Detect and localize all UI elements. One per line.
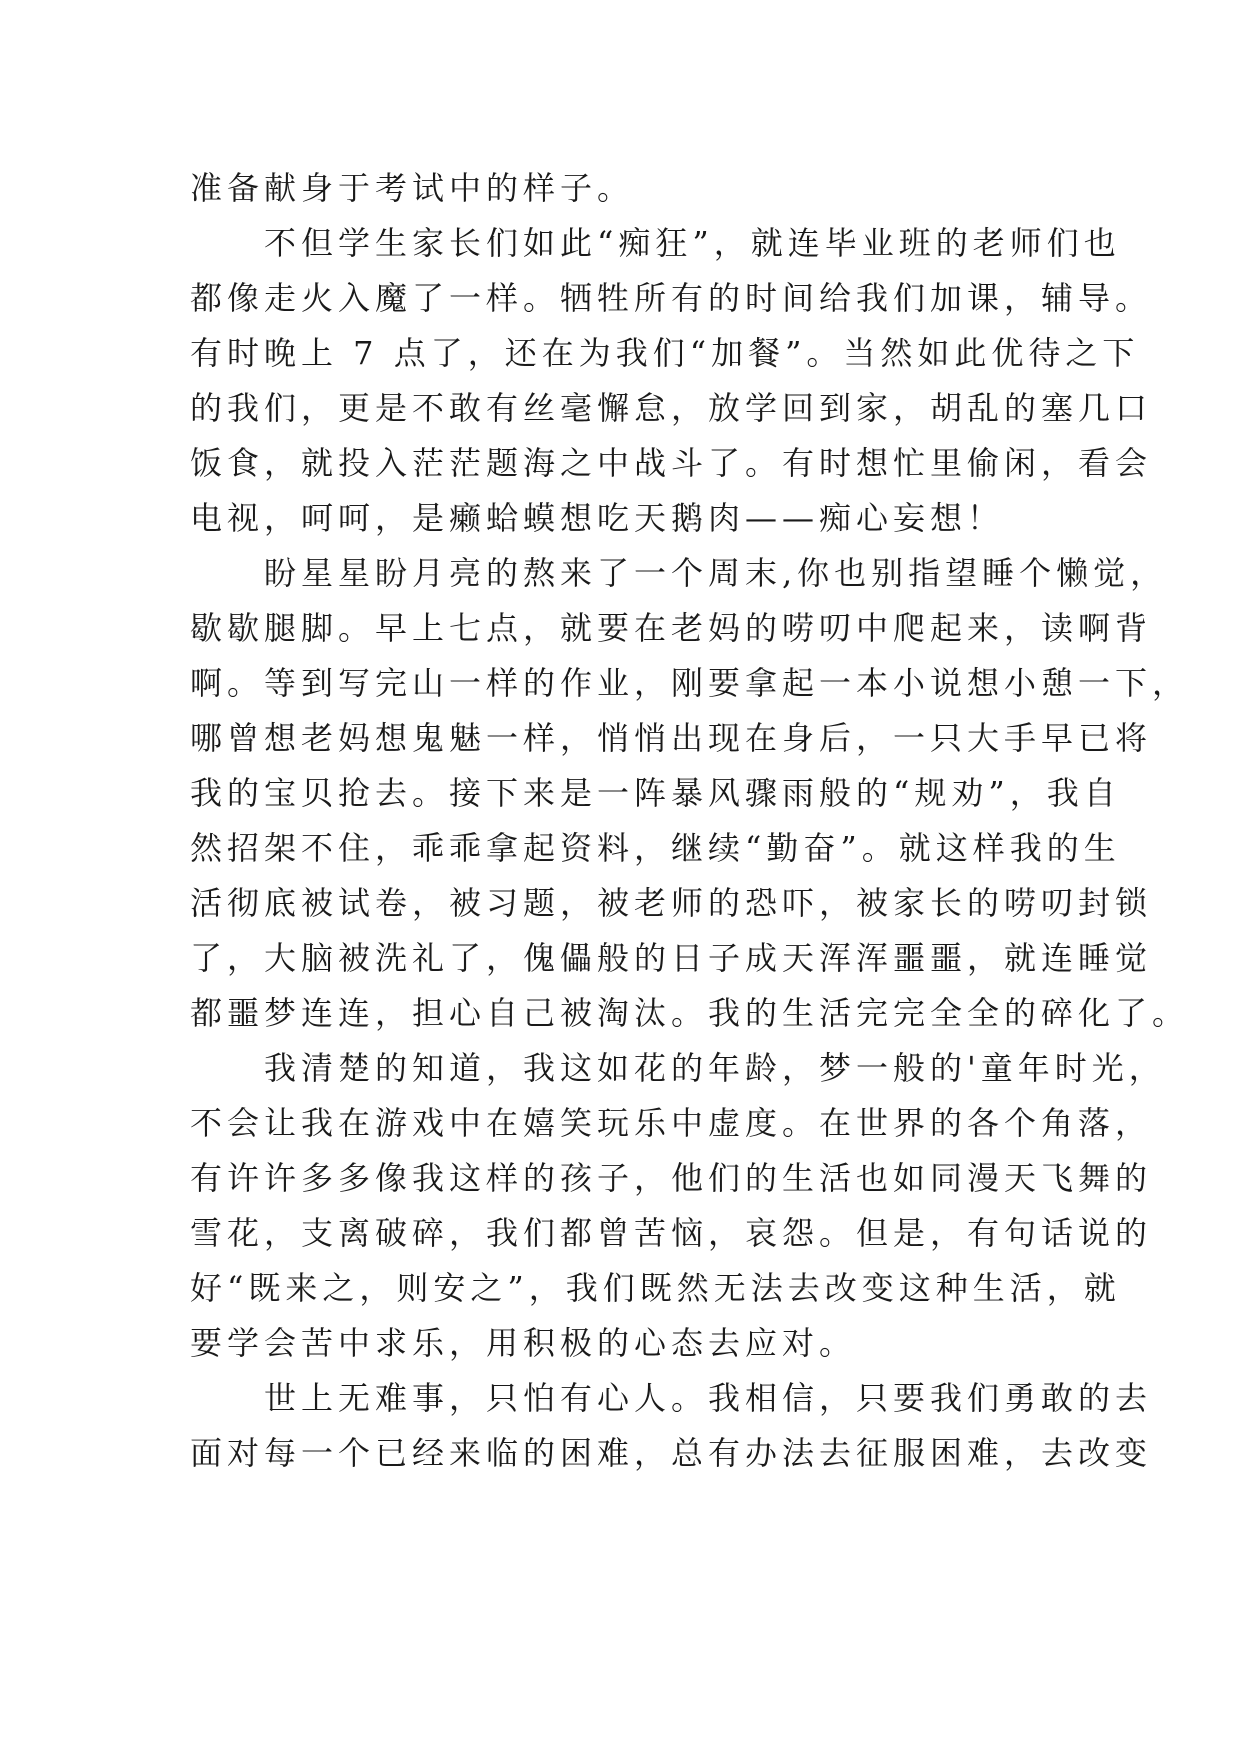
text-line-20: 雪花，支离破碎，我们都曾苦恼，哀怨。但是，有句话说的 [190, 1214, 1153, 1252]
text-line-17: 我清楚的知道，我这如花的年龄，梦一般的'童年时光， [264, 1049, 1166, 1087]
text-line-1: 准备献身于考试中的样子。 [190, 169, 635, 207]
text-line-21: 好“既来之，则安之”，我们既然无法去改变这种生活，就 [190, 1269, 1121, 1307]
text-line-9: 歇歇腿脚。早上七点，就要在老妈的唠叨中爬起来，读啊背 [190, 609, 1153, 647]
text-line-23: 世上无难事，只怕有心人。我相信，只要我们勇敢的去 [264, 1379, 1153, 1417]
text-line-11: 哪曾想老妈想鬼魅一样，悄悄出现在身后，一只大手早已将 [190, 719, 1153, 757]
text-line-24: 面对每一个已经来临的困难，总有办法去征服困难，去改变 [190, 1434, 1153, 1472]
text-line-14: 活彻底被试卷，被习题，被老师的恐吓，被家长的唠叨封锁 [190, 884, 1153, 922]
text-line-12: 我的宝贝抢去。接下来是一阵暴风骤雨般的“规劝”，我自 [190, 774, 1121, 812]
text-line-5: 的我们，更是不敢有丝毫懈怠，放学回到家，胡乱的塞几口 [190, 389, 1153, 427]
text-line-19: 有许许多多像我这样的孩子，他们的生活也如同漫天飞舞的 [190, 1159, 1153, 1197]
text-line-6: 饭食，就投入茫茫题海之中战斗了。有时想忙里偷闲，看会 [190, 444, 1153, 482]
text-line-18: 不会让我在游戏中在嬉笑玩乐中虚度。在世界的各个角落， [190, 1104, 1153, 1142]
text-line-16: 都噩梦连连，担心自己被淘汰。我的生活完完全全的碎化了。 [190, 994, 1190, 1032]
text-line-10: 啊。等到写完山一样的作业，刚要拿起一本小说想小憩一下， [190, 664, 1190, 702]
text-line-7: 电视，呵呵，是癞蛤蟆想吃天鹅肉——痴心妄想！ [190, 499, 1005, 537]
text-line-8: 盼星星盼月亮的熬来了一个周末,你也别指望睡个懒觉， [264, 554, 1168, 592]
text-line-2: 不但学生家长们如此“痴狂”，就连毕业班的老师们也 [264, 224, 1121, 262]
essay-body-text [190, 161, 1190, 1481]
text-line-15: 了，大脑被洗礼了，傀儡般的日子成天浑浑噩噩，就连睡觉 [190, 939, 1153, 977]
text-line-3: 都像走火入魔了一样。牺牲所有的时间给我们加课，辅导。 [190, 279, 1153, 317]
text-line-22: 要学会苦中求乐，用积极的心态去应对。 [190, 1324, 857, 1362]
text-line-13: 然招架不住，乖乖拿起资料，继续“勤奋”。就这样我的生 [190, 829, 1121, 867]
text-line-4: 有时晚上 7 点了，还在为我们“加餐”。当然如此优待之下 [190, 334, 1140, 372]
